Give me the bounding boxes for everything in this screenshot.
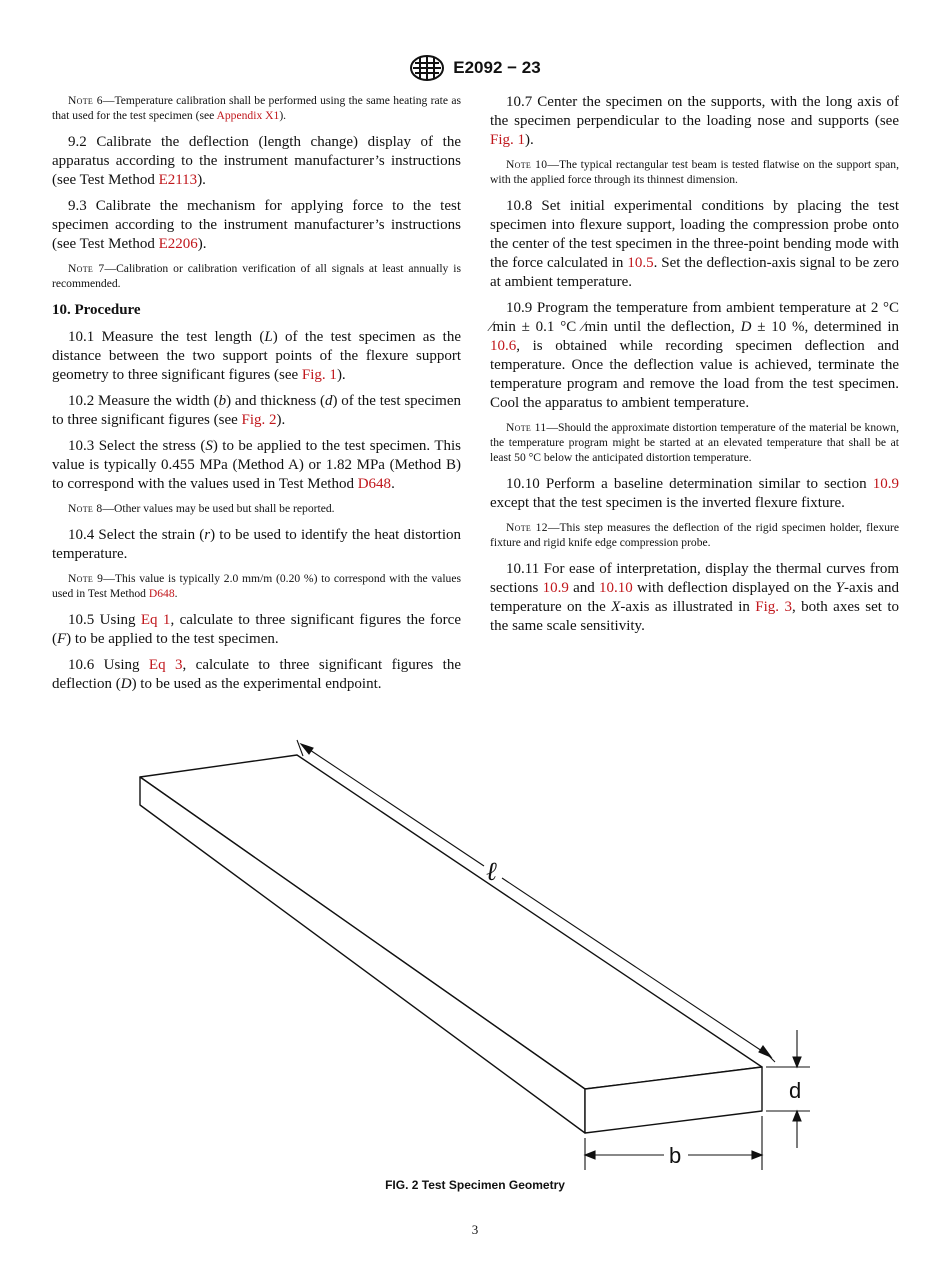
paragraph-10-3: 10.3 Select the stress (S) to be applied to the test specimen. This value is typically 0.455 MPa (Method A) or 1.82 MPa (Method B) to correspond with the values used in Test Method D648. — [52, 438, 461, 492]
e2113-link[interactable]: E2113 — [158, 172, 198, 188]
paragraph-10-9: 10.9 Program the temperature from ambient temperature at 2 °C ⁄min ± 0.1 °C ⁄min until the deflection, D ± 10 %, determined in 10.6, is obtained while recording specimen deflection and temperature. Once the deflection value is achieved, terminate the temperature program and remove the load from the test specimen. Cool the apparatus to ambient temperature. — [490, 300, 899, 411]
d648-link[interactable]: D648 — [148, 587, 175, 600]
width-label: b — [669, 1143, 682, 1168]
section-title-procedure: 10. Procedure — [52, 302, 141, 318]
appendix-x1-link[interactable]: Appendix X1 — [216, 109, 280, 122]
thickness-arrow-bottom — [793, 1111, 801, 1121]
section-10-10-link[interactable]: 10.10 — [598, 580, 633, 596]
thickness-arrow-top — [793, 1057, 801, 1067]
fig-2-link[interactable]: Fig. 2 — [241, 412, 277, 428]
paragraph-10-4: 10.4 Select the strain (r) to be used to identify the heat distortion temperature. — [52, 527, 461, 562]
thickness-label: d — [789, 1078, 802, 1103]
paragraph-9-3: 9.3 Calibrate the mechanism for applying force to the test specimen according to the instrument manufacturer’s instructions (see Test Method E2206). — [52, 198, 461, 252]
note-9: Note 9—This value is typically 2.0 mm/m (0.20 %) to correspond with the values used in Test Method D648. — [52, 572, 461, 600]
section-10-5-link[interactable]: 10.5 — [627, 255, 654, 271]
astm-logo-icon — [409, 54, 445, 82]
fig-1-link[interactable]: Fig. 1 — [490, 132, 526, 148]
paragraph-10-6: 10.6 Using Eq 3, calculate to three significant figures the deflection (D) to be used as the experimental endpoint. — [52, 657, 461, 692]
figure-2 — [0, 730, 950, 1170]
page-header — [0, 54, 950, 82]
note-6: Note 6—Temperature calibration shall be performed using the same heating rate as that used for the test specimen (see Appendix X1). — [52, 94, 461, 122]
paragraph-10-1: 10.1 Measure the test length (L) of the test specimen as the distance between the two support points of the flexure support geometry to three significant figures (see Fig. 1). — [52, 329, 461, 383]
length-arrow-end — [759, 1046, 771, 1057]
right-column — [490, 93, 899, 643]
note-8: Note 8—Other values may be used but shall be reported. — [68, 502, 335, 515]
specimen-top-face — [140, 755, 762, 1089]
document-number: E2092 − 23 — [453, 58, 541, 77]
width-arrow-left — [585, 1151, 595, 1159]
paragraph-10-5: 10.5 Using Eq 1, calculate to three significant figures the force (F) to be applied to the test specimen. — [52, 612, 461, 647]
e2206-link[interactable]: E2206 — [158, 236, 198, 252]
length-label: ℓ — [486, 857, 497, 887]
paragraph-10-7: 10.7 Center the specimen on the supports, with the long axis of the specimen perpendicular to the loading nose and supports (see Fig. 1). — [490, 94, 899, 148]
paragraph-10-11: 10.11 For ease of interpretation, display the thermal curves from sections 10.9 and 10.10 with deflection displayed on the Y-axis and temperature on the X-axis as illustrated in Fig. 3, both axes set to the same scale sensitivity. — [490, 561, 900, 634]
eq-1-link[interactable]: Eq 1 — [140, 612, 171, 628]
figure-caption: FIG. 2 Test Specimen Geometry — [385, 1178, 565, 1192]
fig-3-link[interactable]: Fig. 3 — [755, 599, 792, 615]
fig-1-link[interactable]: Fig. 1 — [301, 367, 337, 383]
eq-3-link[interactable]: Eq 3 — [148, 657, 183, 673]
note-7: Note 7—Calibration or calibration verification of all signals at least annually is recommended. — [52, 262, 462, 290]
note-10: Note 10—The typical rectangular test beam is tested flatwise on the support span, with the applied force through its thinnest dimension. — [490, 158, 899, 186]
specimen-diagram — [0, 730, 950, 1170]
length-arrow-start — [301, 744, 313, 754]
note-12: Note 12—This step measures the deflection of the rigid specimen holder, flexure fixture and rigid knife edge compression probe. — [490, 521, 899, 549]
d648-link[interactable]: D648 — [357, 476, 392, 492]
paragraph-10-2: 10.2 Measure the width (b) and thickness (d) of the test specimen to three significant figures (see Fig. 2). — [52, 393, 461, 428]
section-10-9-link[interactable]: 10.9 — [872, 476, 899, 492]
paragraph-10-10: 10.10 Perform a baseline determination similar to section 10.9 except that the test specimen is the inverted flexure fixture. — [490, 476, 899, 511]
left-column — [52, 93, 461, 701]
page-number: 3 — [471, 1222, 479, 1237]
width-arrow-right — [752, 1151, 762, 1159]
paragraph-10-8: 10.8 Set initial experimental conditions by placing the test specimen into flexure support, loading the compression probe onto the center of the test specimen in the three-point bending mode with the force calculated in 10.5. Set the deflection-axis signal to be zero at ambient temperature. — [490, 198, 899, 290]
section-10-6-link[interactable]: 10.6 — [490, 338, 517, 354]
section-10-9-link[interactable]: 10.9 — [542, 580, 569, 596]
note-11: Note 11—Should the approximate distortion temperature of the material be known, the temperature program might be started at an elevated temperature that shall be at least 50 °C below the anticipated distortion temperature. — [490, 421, 899, 464]
paragraph-9-2: 9.2 Calibrate the deflection (length change) display of the apparatus according to the instrument manufacturer’s instructions (see Test Method E2113). — [52, 134, 461, 188]
